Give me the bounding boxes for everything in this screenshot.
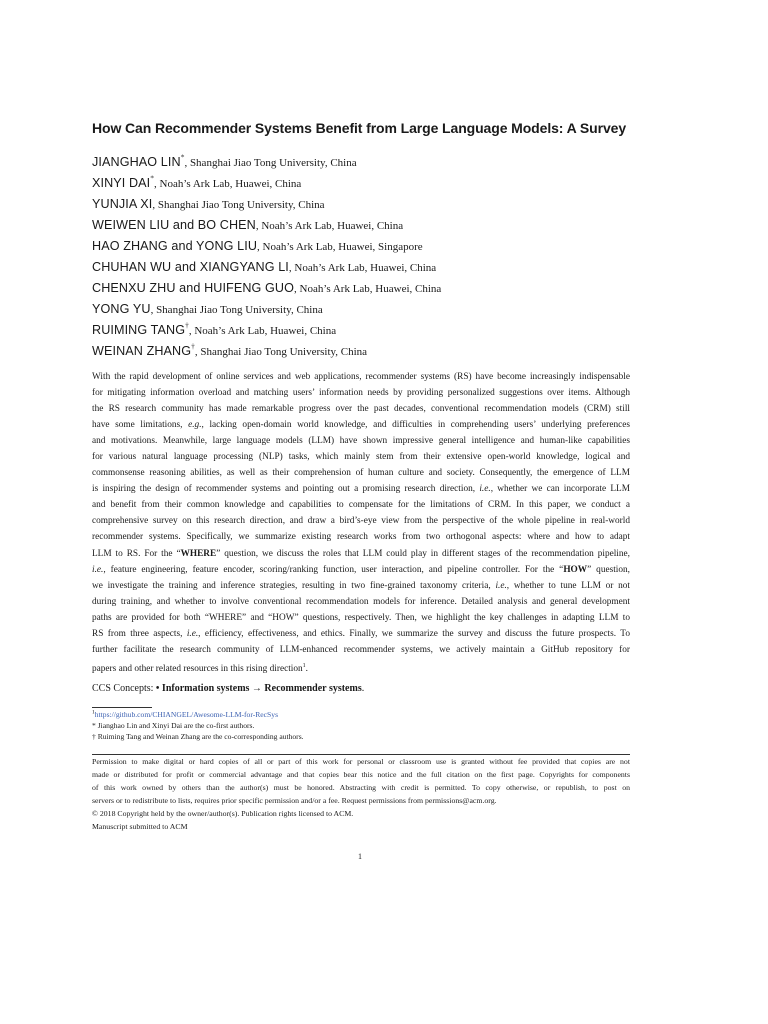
author-affiliation: , Shanghai Jiao Tong University, China xyxy=(194,346,368,358)
abstract-line xyxy=(92,578,630,594)
abstract-text: ” question, xyxy=(587,564,630,575)
author-mark: * xyxy=(150,173,155,183)
ccs-end: . xyxy=(361,683,365,694)
abstract-strong: WHERE xyxy=(180,548,217,559)
abstract-line: and benefit from their common knowledge and capabilities to compensate for the limitations of CRM. In this paper, we conduct a xyxy=(92,500,630,511)
permission-line: made or distributed for profit or commercial advantage and that copies bear this notice and the full citation on the first page. Copyrights for components xyxy=(92,770,630,780)
abstract-line xyxy=(92,562,630,578)
author-name: HAO ZHANG and YONG LIU xyxy=(92,239,258,253)
author-line xyxy=(92,236,632,257)
footnotes xyxy=(92,709,304,742)
author-line xyxy=(92,215,632,236)
author-line xyxy=(92,299,632,320)
author-name: WEINAN ZHANG xyxy=(92,344,192,358)
author-name: CHENXU ZHU and HUIFENG GUO xyxy=(92,281,295,295)
author-line xyxy=(92,173,632,194)
author-name: XINYI DAI xyxy=(92,176,151,190)
abstract-text: , feature engineering, feature encoder, scoring/ranking function, user interaction, and pipeline controller. For the “ xyxy=(103,564,564,575)
paper-title: How Can Recommender Systems Benefit from Large Language Models: A Survey xyxy=(92,120,627,136)
abstract-emphasis: i.e. xyxy=(186,628,199,639)
abstract-text: , lacking open-domain world knowledge, and difficulties in comprehending users’ underlying preferences xyxy=(201,420,630,431)
author-line xyxy=(92,278,632,299)
permission-line: of this work owned by others than the author(s) must be honored. Abstracting with credit is permitted. To copy otherwise, or republish, to post on xyxy=(92,783,630,793)
abstract-line: for various natural language processing (NLP) tasks, which mainly stem from their extensive open-world knowledge, logical and xyxy=(92,452,630,463)
author-name: JIANGHAO LIN xyxy=(92,155,181,169)
author-name: WEIWEN LIU and BO CHEN xyxy=(92,218,256,232)
author-affiliation: , Shanghai Jiao Tong University, China xyxy=(184,157,357,169)
ccs-label: CCS Concepts: xyxy=(92,683,156,694)
author-affiliation: , Shanghai Jiao Tong University, China xyxy=(152,199,325,211)
author-line xyxy=(92,257,632,278)
abstract-line: commonsense reasoning abilities, as well as their comprehension of human culture and society. Consequently, the emergence of LLM xyxy=(92,468,630,479)
abstract-line xyxy=(92,626,630,642)
copyright-line: © 2018 Copyright held by the owner/author(s). Publication rights licensed to ACM. xyxy=(92,809,354,819)
abstract-line: the RS research community has made remarkable progress over the past decades, conventional recommendation models (CRM) still xyxy=(92,404,630,415)
author-line xyxy=(92,152,632,173)
abstract-text: RS from three aspects, xyxy=(92,628,187,639)
ccs-arrow: → xyxy=(249,683,265,694)
footnote-mark: 1 xyxy=(92,709,95,716)
author-list xyxy=(92,152,632,362)
abstract-text: papers and other related resources in this rising direction xyxy=(92,663,303,674)
author-mark: † xyxy=(185,320,189,330)
abstract-line xyxy=(92,417,630,433)
abstract-text: have some limitations, xyxy=(92,420,189,431)
abstract-text: , efficiency, effectiveness, and ethics. Finally, we summarize the survey and discuss the future prospects. To xyxy=(198,628,630,639)
author-affiliation: , Noah’s Ark Lab, Huawei, China xyxy=(188,325,337,337)
author-affiliation: , Noah’s Ark Lab, Huawei, China xyxy=(154,178,302,190)
abstract-text: , whether to tune LLM or not xyxy=(506,580,630,591)
footnote-divider xyxy=(92,707,152,708)
abstract-text: , whether we can incorporate LLM xyxy=(490,484,630,495)
abstract-emphasis: i.e. xyxy=(495,580,507,591)
author-name: RUIMING TANG xyxy=(92,323,186,337)
footnote-corresponding: † Ruiming Tang and Weinan Zhang are the co-corresponding authors. xyxy=(92,732,304,741)
author-line xyxy=(92,194,632,215)
abstract-line: With the rapid development of online services and web applications, recommender systems (RS) have become increasingly indispensable xyxy=(92,372,630,382)
abstract-line: paths are provided for both “WHERE” and “HOW” questions, respectively. Then, we highlight the key challenges in adapting LLM to xyxy=(92,612,630,623)
abstract-line: comprehensive survey on this research direction, and draw a bird’s-eye view from the perspective of the whole pipeline in real-world xyxy=(92,516,630,527)
author-name: CHUHAN WU and XIANGYANG LI xyxy=(92,260,289,274)
author-affiliation: , Shanghai Jiao Tong University, China xyxy=(150,304,323,316)
abstract-emphasis: e.g. xyxy=(188,420,202,431)
footnote-cofirst: * Jianghao Lin and Xinyi Dai are the co-first authors. xyxy=(92,721,255,730)
ccs-bullet: • xyxy=(155,683,162,694)
github-repo-link[interactable]: https://github.com/CHIANGEL/Awesome-LLM-for-RecSys xyxy=(94,710,279,719)
author-affiliation: , Noah’s Ark Lab, Huawei, China xyxy=(255,220,404,232)
footnote-github xyxy=(92,709,304,720)
permission-notice xyxy=(92,755,630,834)
author-mark: * xyxy=(180,152,185,162)
abstract-text: we investigate the training and inference strategies, resulting in two fine-grained taxonomy criteria, xyxy=(92,580,496,591)
manuscript-line: Manuscript submitted to ACM xyxy=(92,822,188,832)
page-number: 1 xyxy=(358,852,362,861)
abstract-line: during training, and whether to involve conventional recommendation models for inference. Detailed analysis and general development xyxy=(92,596,630,607)
permission-line: Permission to make digital or hard copies of all or part of this work for personal or classroom use is granted without fee provided that copies are not xyxy=(92,757,630,766)
author-affiliation: , Noah’s Ark Lab, Huawei, China xyxy=(294,283,442,295)
author-line xyxy=(92,341,632,362)
abstract-line: and motivations. Meanwhile, large language models (LLM) have shown impressive general intelligence and human-like capabilities xyxy=(92,436,630,447)
ccs-concept-secondary: Recommender systems xyxy=(264,683,362,694)
author-affiliation: , Noah’s Ark Lab, Huawei, China xyxy=(288,262,437,274)
abstract-line: recommender systems. Specifically, we summarize existing research works from two orthogonal aspects: where and how to adapt xyxy=(92,532,630,543)
abstract-emphasis: i.e. xyxy=(92,564,104,575)
abstract xyxy=(92,369,630,674)
author-mark: † xyxy=(191,341,195,351)
abstract-line: further facilitate the research community of LLM-enhanced recommender systems, we actively maintain a GitHub repository for xyxy=(92,644,630,655)
abstract-strong: HOW xyxy=(563,564,588,575)
author-line xyxy=(92,320,632,341)
abstract-text: . xyxy=(305,663,308,674)
abstract-emphasis: i.e. xyxy=(479,484,491,495)
author-name: YUNJIA XI xyxy=(92,197,153,211)
abstract-text: ” question, we discuss the roles that LLM could play in different stages of the recommendation pipeline, xyxy=(216,548,630,559)
footnote-ref[interactable]: 1 xyxy=(302,662,306,669)
ccs-concepts xyxy=(92,683,364,694)
abstract-text: is inspiring the design of recommender systems and pointing out a promising research direction, xyxy=(92,484,480,495)
permission-line: servers or to redistribute to lists, requires prior specific permission and/or a fee. Request permissions from permissions@acm.org. xyxy=(92,796,497,806)
author-name: YONG YU xyxy=(92,302,151,316)
abstract-text: LLM to RS. For the “ xyxy=(92,548,181,559)
abstract-line xyxy=(92,546,630,562)
abstract-line xyxy=(92,658,630,674)
abstract-line xyxy=(92,481,630,497)
ccs-concept-primary: Information systems xyxy=(161,683,250,694)
author-affiliation: , Noah’s Ark Lab, Huawei, Singapore xyxy=(257,241,423,253)
abstract-line: for mitigating information overload and matching users’ information needs by providing personalized suggestions over items. Although xyxy=(92,388,630,399)
